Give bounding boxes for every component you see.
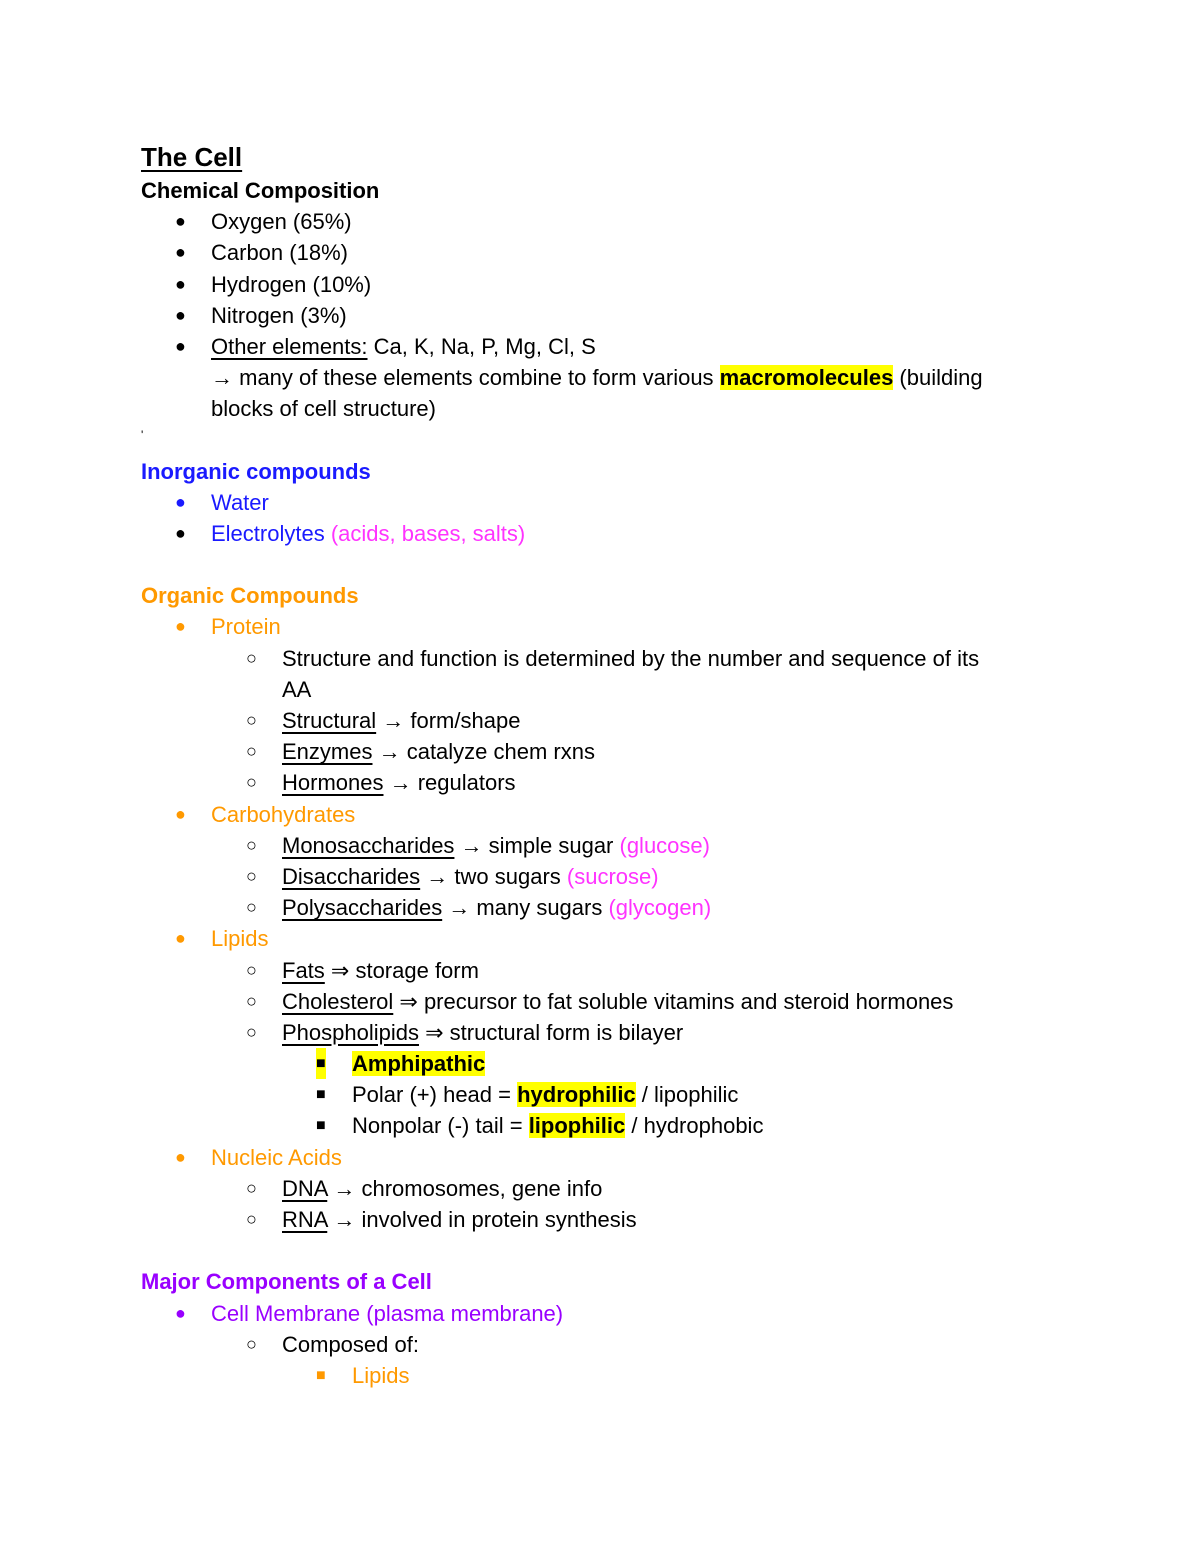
- filled-bullet-icon: ●: [175, 803, 186, 824]
- list-item: ○ Composed of:: [0, 1329, 1200, 1360]
- list-item: ● Water: [0, 487, 1200, 518]
- filled-bullet-icon: ●: [175, 211, 186, 232]
- list-item: ○ Structure and function is determined by the number and sequence of its: [0, 643, 1200, 674]
- list-item: ● Protein: [0, 611, 1200, 642]
- list-item: ○ Cholesterol ⇒ precursor to fat soluble vitamins and steroid hormones: [0, 986, 1200, 1017]
- list-item: ○ Structural → form/shape: [0, 705, 1200, 736]
- list-item: ■ Polar (+) head = hydrophilic / lipophilic: [0, 1079, 1200, 1110]
- list-item: ○ RNA → involved in protein synthesis: [0, 1204, 1200, 1235]
- list-item: ● Nitrogen (3%): [0, 300, 1200, 331]
- hollow-bullet-icon: ○: [246, 959, 257, 980]
- filled-bullet-icon: ●: [175, 1146, 186, 1167]
- list-item: ● Hydrogen (10%): [0, 269, 1200, 300]
- section-heading-inorganic: Inorganic compounds: [141, 458, 371, 484]
- hollow-bullet-icon: ○: [246, 647, 257, 668]
- square-bullet-icon: ■: [316, 1048, 326, 1079]
- stray-tick: ': [141, 427, 144, 442]
- list-item: ● Carbohydrates: [0, 799, 1200, 830]
- filled-bullet-icon: ●: [175, 335, 186, 356]
- filled-bullet-icon: ●: [175, 304, 186, 325]
- list-item: ■ Nonpolar (-) tail = lipophilic / hydrophobic: [0, 1110, 1200, 1141]
- list-item: ○ Monosaccharides → simple sugar (glucose): [0, 830, 1200, 861]
- list-item: ● Nucleic Acids: [0, 1142, 1200, 1173]
- filled-bullet-icon: ●: [175, 491, 186, 512]
- list-item: ○ Polysaccharides → many sugars (glycogen): [0, 892, 1200, 923]
- hollow-bullet-icon: ○: [246, 1209, 257, 1229]
- list-item: ● Cell Membrane (plasma membrane): [0, 1298, 1200, 1329]
- section-heading-major-components: Major Components of a Cell: [141, 1269, 432, 1295]
- square-bullet-icon: ■: [316, 1117, 326, 1135]
- filled-bullet-icon: ●: [175, 522, 186, 543]
- list-item: ○ DNA → chromosomes, gene info: [0, 1173, 1200, 1204]
- hollow-bullet-icon: ○: [246, 897, 257, 918]
- square-bullet-icon: ■: [316, 1366, 326, 1384]
- list-item: ● Other elements: Ca, K, Na, P, Mg, Cl, S: [0, 331, 1200, 362]
- list-item: ● Lipids: [0, 923, 1200, 954]
- hollow-bullet-icon: ○: [246, 1177, 257, 1198]
- section-heading-chemical-composition: Chemical Composition: [141, 178, 380, 203]
- hollow-bullet-icon: ○: [246, 710, 257, 730]
- hollow-bullet-icon: ○: [246, 772, 257, 793]
- filled-bullet-icon: ●: [175, 273, 186, 294]
- hollow-bullet-icon: ○: [246, 1021, 257, 1042]
- hollow-bullet-icon: ○: [246, 990, 257, 1011]
- other-elements-label: Other elements:: [211, 333, 368, 359]
- page-title: The Cell: [141, 142, 243, 172]
- hollow-bullet-icon: ○: [246, 865, 257, 886]
- filled-bullet-icon: ●: [175, 242, 186, 263]
- list-item: ■ Amphipathic: [0, 1048, 1200, 1079]
- hollow-bullet-icon: ○: [246, 1333, 257, 1354]
- list-item: ● Carbon (18%): [0, 237, 1200, 268]
- macromolecules-note-cont: blocks of cell structure): [211, 396, 436, 422]
- list-item: ■ Lipids: [0, 1360, 1200, 1391]
- square-bullet-icon: ■: [316, 1086, 326, 1104]
- list-item: ○ Hormones → regulators: [0, 767, 1200, 798]
- list-item: ○ Fats ⇒ storage form: [0, 955, 1200, 986]
- filled-bullet-icon: ●: [175, 928, 186, 949]
- list-item: ○ Disaccharides → two sugars (sucrose): [0, 861, 1200, 892]
- section-heading-organic: Organic Compounds: [141, 583, 359, 609]
- filled-bullet-icon: ●: [175, 616, 186, 637]
- filled-bullet-icon: ●: [175, 1302, 186, 1323]
- list-item: ○ Phospholipids ⇒ structural form is bilayer: [0, 1017, 1200, 1048]
- list-item: ○ Enzymes → catalyze chem rxns: [0, 736, 1200, 767]
- hollow-bullet-icon: ○: [246, 834, 257, 855]
- list-item: ● Oxygen (65%): [0, 206, 1200, 237]
- highlight: macromolecules: [719, 365, 894, 391]
- macromolecules-note: → many of these elements combine to form various macromolecules (building: [211, 365, 983, 391]
- list-item: ● Electrolytes (acids, bases, salts): [0, 518, 1200, 549]
- hollow-bullet-icon: ○: [246, 741, 257, 762]
- list-item-cont: AA: [282, 676, 312, 702]
